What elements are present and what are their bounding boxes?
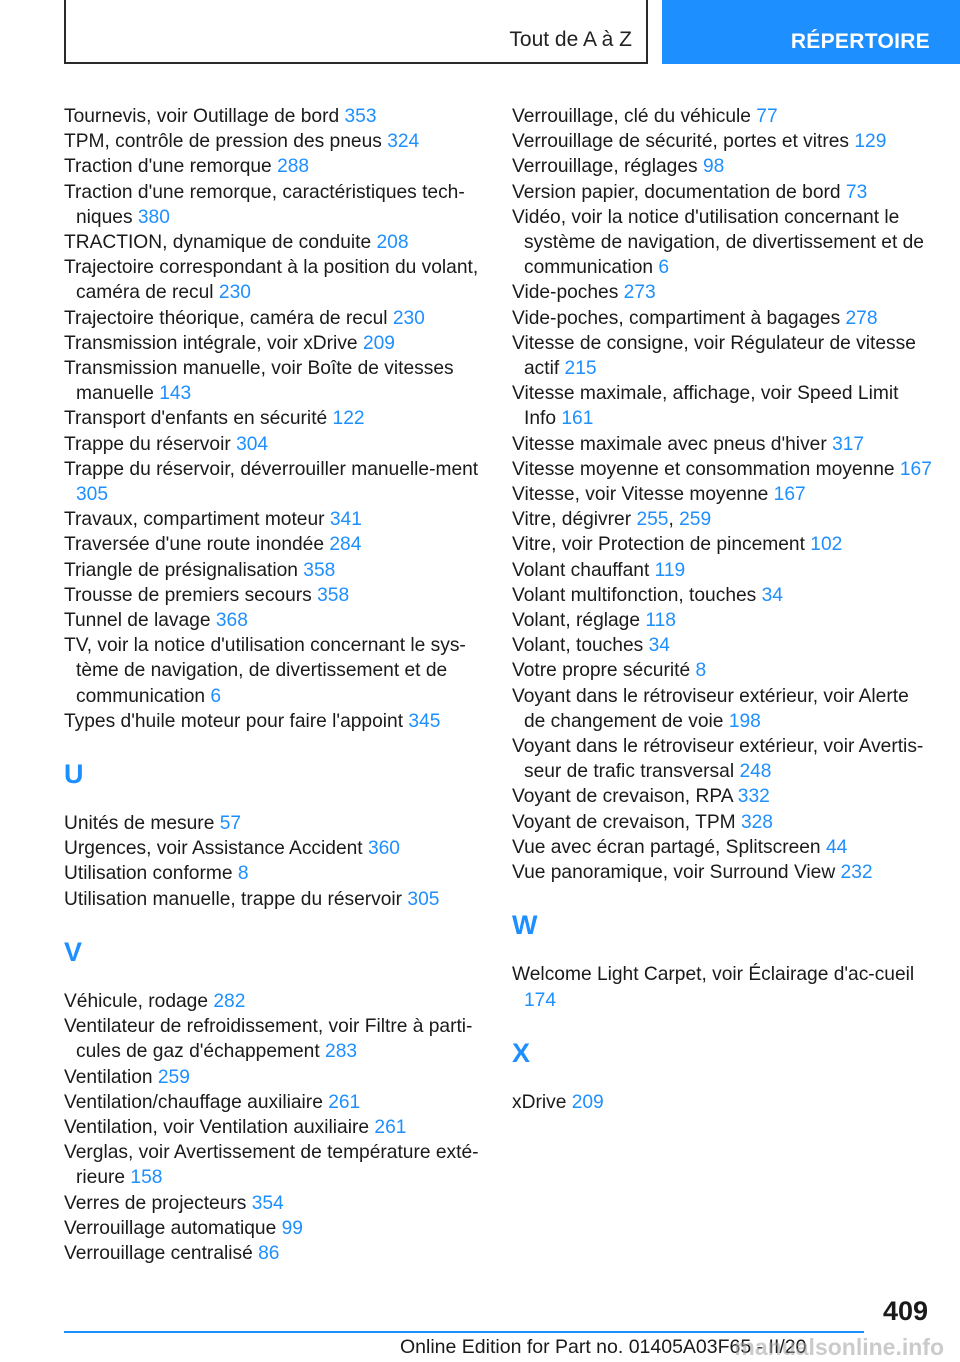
index-entry: [64, 532, 484, 557]
page-link[interactable]: 198: [728, 710, 761, 732]
index-entry: [64, 331, 484, 356]
index-entry-text: Tunnel de lavage: [64, 610, 211, 632]
page-link[interactable]: 230: [218, 282, 251, 304]
page-link[interactable]: 259: [157, 1066, 190, 1088]
index-entry: [64, 104, 484, 129]
index-entry-text: Vue panoramique, voir Surround View: [512, 862, 836, 884]
index-entry-text: Volant, réglage: [512, 610, 641, 632]
page-link[interactable]: 6: [658, 257, 670, 279]
index-entry: [512, 608, 932, 633]
index-entry: [512, 180, 932, 205]
index-entry-text: Triangle de présignalisation: [64, 559, 298, 581]
page-link[interactable]: 161: [561, 408, 594, 430]
index-entry-text: TRACTION, dynamique de conduite: [64, 232, 372, 254]
index-entry: [64, 836, 484, 861]
index-entry: [512, 532, 932, 557]
page-link[interactable]: 328: [740, 811, 773, 833]
index-entry-text: Tournevis, voir Outillage de bord: [64, 106, 340, 127]
index-entry-text: Vitesse de consigne, voir Régulateur de vitesse actif: [512, 332, 916, 380]
index-entry: [512, 684, 932, 734]
index-entry-text: Utilisation manuelle, trappe du réservoir: [64, 888, 403, 910]
page-link[interactable]: 167: [899, 458, 932, 480]
index-entry: [512, 104, 932, 129]
section-title: Tout de A à Z: [509, 28, 632, 51]
index-entry-text: Ventilateur de refroidissement, voir Filtre à parti‐cules de gaz d'échappement: [64, 1016, 473, 1063]
page-link[interactable]: 158: [130, 1167, 163, 1189]
header-section-box: [64, 0, 648, 64]
page-link[interactable]: 8: [237, 863, 249, 885]
page-link[interactable]: 368: [215, 610, 248, 632]
page-link[interactable]: 380: [137, 206, 170, 228]
index-entry: [64, 457, 484, 507]
index-entry: [512, 583, 932, 608]
index-entry-text: Traction d'une remorque, caractéristiques tech‐niques: [64, 181, 465, 228]
page-link[interactable]: 354: [251, 1192, 284, 1214]
index-entry-text: Ventilation: [64, 1066, 153, 1088]
index-entry-text: Vidéo, voir la notice d'utilisation concernant le système de navigation, de divertissement et de communication: [512, 206, 924, 279]
index-entry: [512, 810, 932, 835]
index-entry-text: Trousse de premiers secours: [64, 584, 312, 606]
page-link[interactable]: 167: [773, 484, 806, 506]
index-entry-text: Unités de mesure: [64, 813, 215, 835]
index-entry-text: Voyant de crevaison, TPM: [512, 811, 736, 833]
index-entry: [64, 507, 484, 532]
index-entry: [512, 381, 932, 431]
index-entry: [64, 1090, 484, 1115]
page-link[interactable]: 284: [329, 534, 362, 556]
page-link[interactable]: 248: [739, 761, 772, 783]
page-link[interactable]: 317: [832, 433, 865, 455]
index-entry-text: Verrouillage, clé du véhicule: [512, 106, 751, 127]
index-entry-text: Voyant de crevaison, RPA: [512, 786, 733, 808]
page-link[interactable]: 174: [524, 989, 557, 1011]
index-entry-text: TPM, contrôle de pression des pneus: [64, 131, 382, 153]
page-link[interactable]: 345: [408, 710, 441, 732]
index-entry: [64, 861, 484, 886]
page-link[interactable]: 324: [387, 131, 420, 153]
index-column-right: [512, 104, 932, 1115]
index-entry: [512, 432, 932, 457]
index-entry: [64, 230, 484, 255]
index-entry-text: Utilisation conforme: [64, 863, 233, 885]
index-entry-text: Vitesse maximale, affichage, voir Speed Limit Info: [512, 383, 899, 430]
index-entry: [64, 356, 484, 406]
index-entry-text: Volant multifonction, touches: [512, 584, 757, 606]
index-entry: [64, 1216, 484, 1241]
index-entry: [64, 811, 484, 836]
index-entry: [64, 1065, 484, 1090]
index-entry-text: Version papier, documentation de bord: [512, 181, 841, 203]
index-entry-text: Volant, touches: [512, 635, 644, 657]
index-entry: [64, 608, 484, 633]
page-link[interactable]: 304: [236, 433, 269, 455]
index-entry: [64, 154, 484, 179]
index-entry-text: Vitesse moyenne et consommation moyenne: [512, 458, 895, 480]
index-entry: [512, 280, 932, 305]
index-letter-heading: V: [64, 936, 83, 967]
page-link[interactable]: 360: [367, 838, 400, 860]
page-link[interactable]: 99: [281, 1217, 303, 1239]
page-link[interactable]: 261: [328, 1091, 361, 1113]
index-entry: [512, 482, 932, 507]
page-link[interactable]: 102: [810, 534, 843, 556]
page-link[interactable]: 259: [679, 509, 712, 531]
index-entry-text: Traversée d'une route inondée: [64, 534, 325, 556]
index-entry: [64, 306, 484, 331]
index-entry: [64, 1191, 484, 1216]
index-entry: [512, 306, 932, 331]
index-entry: [64, 255, 484, 305]
index-entry: [64, 558, 484, 583]
index-entry: [512, 457, 932, 482]
index-entry: [64, 180, 484, 230]
index-entry: [512, 658, 932, 683]
page-link[interactable]: 305: [407, 888, 440, 910]
index-entry: [64, 633, 484, 709]
index-entry-text: Vue avec écran partagé, Splitscreen: [512, 836, 821, 858]
index-entry: [512, 154, 932, 179]
index-entry-text: Vide-poches, compartiment à bagages: [512, 307, 841, 329]
page-link[interactable]: 119: [654, 559, 686, 581]
index-entry-text: Trappe du réservoir: [64, 433, 231, 455]
page-link[interactable]: 208: [376, 232, 409, 254]
index-entry-text: Voyant dans le rétroviseur extérieur, voir Avertis‐seur de trafic transversal: [512, 736, 924, 783]
index-entry-text: Voyant dans le rétroviseur extérieur, voir Alerte de changement de voie: [512, 685, 909, 732]
index-entry: [64, 129, 484, 154]
page-number: 409: [882, 1296, 928, 1326]
index-entry-text: Verrouillage, réglages: [512, 156, 698, 178]
header-tab-repertoire[interactable]: [662, 0, 960, 64]
watermark-text: manualsonline.info: [734, 1334, 944, 1360]
page-link[interactable]: 98: [702, 156, 725, 178]
index-entry-text: Urgences, voir Assistance Accident: [64, 838, 363, 860]
index-entry-text: xDrive: [512, 1091, 567, 1113]
index-entry-text: Vitesse maximale avec pneus d'hiver: [512, 433, 827, 455]
index-entry-text: Travaux, compartiment moteur: [64, 509, 325, 531]
page-link[interactable]: 273: [623, 282, 656, 304]
index-entry-text: Vitesse, voir Vitesse moyenne: [512, 484, 769, 506]
page-link[interactable]: 57: [219, 813, 242, 835]
index-entry-text: Traction d'une remorque: [64, 156, 272, 178]
index-entry-text: Vitre, dégivrer: [512, 509, 632, 531]
page-link[interactable]: 255: [636, 509, 669, 531]
index-entry-text: TV, voir la notice d'utilisation concernant le sys‐tème de navigation, de divertissement et de communication: [64, 635, 466, 707]
page-link[interactable]: 261: [374, 1116, 407, 1138]
page-link[interactable]: 305: [76, 484, 109, 506]
index-entry: [512, 129, 932, 154]
index-entry-text: Trajectoire correspondant à la position du volant, caméra de recul: [64, 257, 479, 304]
tab-label: RÉPERTOIRE: [790, 30, 930, 53]
page-link[interactable]: 232: [840, 862, 873, 884]
index-column-left: [64, 104, 484, 1266]
page-link[interactable]: 215: [564, 358, 597, 380]
index-letter-heading: U: [64, 759, 84, 790]
page-link[interactable]: 278: [845, 307, 878, 329]
index-entry: [64, 406, 484, 431]
index-entry: [64, 709, 484, 734]
index-entry: [512, 205, 932, 281]
page-link[interactable]: 8: [695, 660, 707, 682]
page-link[interactable]: 143: [159, 383, 192, 405]
index-entry-text: Types d'huile moteur pour faire l'appoint: [64, 710, 404, 732]
page-link[interactable]: 118: [645, 610, 676, 632]
index-entry-text: Transmission intégrale, voir xDrive: [64, 332, 358, 354]
index-entry: [512, 1090, 932, 1115]
index-entry-text: Welcome Light Carpet, voir Éclairage d'ac‐cueil: [512, 964, 915, 986]
index-entry-text: Votre propre sécurité: [512, 660, 691, 682]
page-link[interactable]: 6: [210, 685, 222, 707]
index-entry: [512, 558, 932, 583]
page-link[interactable]: 288: [277, 156, 310, 178]
index-entry: [64, 583, 484, 608]
index-entry-text: Verrouillage automatique: [64, 1217, 277, 1239]
footer-divider: [64, 1331, 864, 1333]
index-entry: [512, 633, 932, 658]
page-link[interactable]: 283: [325, 1041, 358, 1063]
page-link[interactable]: 34: [761, 584, 783, 606]
index-entry: [512, 962, 932, 1012]
edition-text: Online Edition for Part no. 01405A03F65 - II/20: [400, 1336, 807, 1358]
page-link[interactable]: 341: [329, 509, 362, 531]
index-letter-heading: X: [512, 1037, 531, 1068]
index-entry: [64, 1014, 484, 1064]
index-entry: [64, 887, 484, 912]
page-link[interactable]: 358: [303, 559, 336, 581]
page-link[interactable]: 282: [213, 990, 246, 1012]
page-link[interactable]: 358: [317, 584, 350, 606]
page-link[interactable]: 44: [825, 836, 848, 858]
page-link[interactable]: 129: [854, 131, 887, 153]
index-entry: [512, 835, 932, 860]
index-entry: [512, 734, 932, 784]
page-link[interactable]: 230: [392, 307, 425, 329]
index-entry-text: Ventilation/chauffage auxiliaire: [64, 1091, 323, 1113]
index-entry-text: Véhicule, rodage: [64, 990, 209, 1012]
page-link[interactable]: 209: [362, 332, 395, 354]
index-entry: [64, 1241, 484, 1266]
index-entry-text: Verrouillage centralisé: [64, 1242, 253, 1264]
index-entry: [512, 331, 932, 381]
index-letter-heading: W: [512, 910, 538, 941]
index-entry: [64, 432, 484, 457]
page-link[interactable]: 73: [845, 181, 868, 203]
index-entry-text: Transmission manuelle, voir Boîte de vitesses manuelle: [64, 358, 454, 405]
index-entry: [512, 860, 932, 885]
index-entry-text: Verres de projecteurs: [64, 1192, 247, 1214]
index-entry: [64, 1140, 484, 1190]
index-entry: [64, 989, 484, 1014]
index-entry-text: Verrouillage de sécurité, portes et vitres: [512, 131, 850, 153]
index-entry-text: Vide-poches: [512, 282, 619, 304]
index-entry-text: Verglas, voir Avertissement de température exté‐rieure: [64, 1142, 479, 1189]
index-entry: Vitre, dégivrer 255, 259: [512, 509, 712, 531]
page-link[interactable]: 122: [332, 408, 365, 430]
page-link[interactable]: 209: [571, 1091, 604, 1113]
index-entry-text: Trajectoire théorique, caméra de recul: [64, 307, 388, 329]
index-entry-text: Ventilation, voir Ventilation auxiliaire: [64, 1116, 370, 1138]
index-entry-text: Volant chauffant: [512, 559, 650, 581]
page-link[interactable]: 34: [648, 635, 670, 657]
index-entry: [512, 784, 932, 809]
page-link[interactable]: 77: [756, 106, 778, 127]
page-link[interactable]: 332: [737, 786, 770, 808]
index-entry-text: Transport d'enfants en sécurité: [64, 408, 328, 430]
page-link[interactable]: 353: [344, 106, 377, 127]
index-entry: [64, 1115, 484, 1140]
index-entry-text: Vitre, voir Protection de pincement: [512, 534, 805, 556]
index-entry-text: Trappe du réservoir, déverrouiller manuelle‐ment: [64, 458, 479, 480]
page-link[interactable]: 86: [258, 1242, 280, 1264]
